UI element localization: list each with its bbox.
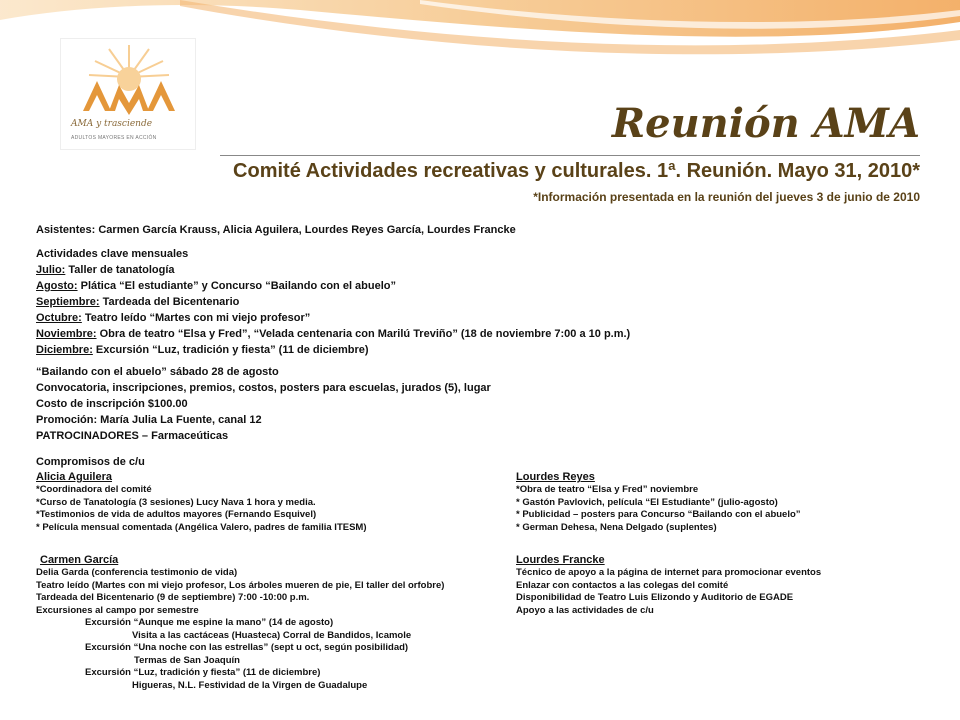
commitment-line: *Obra de teatro “Elsa y Fred” noviembre <box>516 484 699 495</box>
commitment-line: * Película mensual comentada (Angélica Valero, padres de familia ITESM) <box>36 521 367 533</box>
activity-item <box>36 262 630 278</box>
ama-logo <box>60 38 196 150</box>
activity-item <box>36 342 630 358</box>
commitment-line: Enlazar con contactos a las colegas del comité <box>516 579 729 591</box>
contest-line: Costo de inscripción $100.00 <box>36 398 188 410</box>
commitment-line: *Testimonios de vida de adultos mayores (Fernando Esquivel) <box>36 509 317 520</box>
sun-figures-icon <box>61 39 197 119</box>
title-divider <box>220 155 920 156</box>
excursion-title: Excursión “Una noche con las estrellas” (sept u oct, según posibilidad) <box>85 642 409 653</box>
attendees-line: Asistentes: Carmen García Krauss, Alicia Aguilera, Lourdes Reyes García, Lourdes Francke <box>36 224 516 236</box>
contest-line: PATROCINADORES – Farmaceúticas <box>36 430 229 442</box>
commitment-line: Disponibilidad de Teatro Luis Elizondo y Auditorio de EGADE <box>516 592 794 603</box>
activities-heading: Actividades clave mensuales <box>36 248 189 260</box>
excursion-detail: Visita a las cactáceas (Huasteca) Corral de Bandidos, Icamole <box>132 629 412 641</box>
logo-tagline: ADULTOS MAYORES EN ACCIÓN <box>71 135 157 141</box>
excursion-title: Excursión “Aunque me espine la mano” (14 de agosto) <box>85 617 334 628</box>
activity-month: Julio: <box>36 264 66 276</box>
commitment-line: Teatro leído (Martes con mi viejo profesor, Los árboles mueren de pie, El taller del orfobre) <box>36 579 445 591</box>
commitment-line: * German Dehesa, Nena Delgado (suplentes) <box>516 521 717 533</box>
commitment-line: Tardeada del Bicentenario (9 de septiembre) 7:00 -10:00 p.m. <box>36 592 310 603</box>
member-name: Lourdes Reyes <box>516 471 595 483</box>
member-name: Lourdes Francke <box>516 554 605 566</box>
contest-line: Convocatoria, inscripciones, premios, costos, posters para escuelas, jurados (5), lugar <box>36 382 491 394</box>
activity-text: Excursión “Luz, tradición y fiesta” (11 de diciembre) <box>92 344 369 356</box>
contest-line: “Bailando con el abuelo” sábado 28 de agosto <box>36 366 279 378</box>
commitment-line: * Gastón Pavlovich, película “El Estudiante” (julio-agosto) <box>516 496 778 508</box>
commitments-alicia <box>36 470 367 534</box>
logo-name: AMA y trasciende <box>71 119 153 129</box>
commitment-line: *Curso de Tanatología (3 sesiones) Lucy Nava 1 hora y media. <box>36 496 316 508</box>
activity-item <box>36 278 630 294</box>
page-subtitle: Comité Actividades recreativas y culturales. 1ª. Reunión. Mayo 31, 2010* <box>233 160 920 182</box>
activities-section <box>36 246 630 358</box>
activity-item <box>36 294 630 310</box>
commitment-line: * Publicidad – posters para Concurso “Bailando con el abuelo” <box>516 509 801 520</box>
contest-section <box>36 364 491 444</box>
contest-line: Promoción: María Julia La Fuente, canal 12 <box>36 414 262 426</box>
commitments-francke <box>516 553 821 617</box>
member-name: Alicia Aguilera <box>36 471 113 483</box>
activity-month: Noviembre: <box>36 328 97 340</box>
activity-month: Diciembre: <box>36 344 93 356</box>
activity-text: Obra de teatro “Elsa y Fred”, “Velada centenaria con Marilú Treviño” (18 de noviembre 7:00 a 10 p.m.) <box>96 328 631 340</box>
activity-text: Tardeada del Bicentenario <box>99 296 240 308</box>
activity-item <box>36 326 630 342</box>
commitments-heading: Compromisos de c/u <box>36 456 145 468</box>
footnote: *Información presentada en la reunión del jueves 3 de junio de 2010 <box>533 190 920 204</box>
activity-month: Agosto: <box>36 280 78 292</box>
commitment-line: *Coordinadora del comité <box>36 484 152 495</box>
commitments-carmen <box>36 553 444 692</box>
excursion-title: Excursión “Luz, tradición y fiesta” (11 de diciembre) <box>85 667 321 678</box>
excursion-detail: Higueras, N.L. Festividad de la Virgen de Guadalupe <box>132 679 368 691</box>
commitments-reyes <box>516 470 801 534</box>
activity-month: Septiembre: <box>36 296 100 308</box>
page-title: Reunión AMA <box>611 100 920 147</box>
member-name: Carmen García <box>40 554 119 566</box>
activity-month: Octubre: <box>36 312 82 324</box>
activity-text: Plática “El estudiante” y Concurso “Bailando con el abuelo” <box>77 280 397 292</box>
commitment-line: Apoyo a las actividades de c/u <box>516 604 654 616</box>
commitment-line: Excursiones al campo por semestre <box>36 604 199 616</box>
activity-text: Teatro leído “Martes con mi viejo profesor” <box>81 312 311 324</box>
commitment-line: Delia Garda (conferencia testimonio de vida) <box>36 567 238 578</box>
commitment-line: Técnico de apoyo a la página de internet para promocionar eventos <box>516 567 822 578</box>
excursion-detail: Termas de San Joaquín <box>134 654 240 666</box>
activity-text: Taller de tanatología <box>65 264 175 276</box>
activity-item <box>36 310 630 326</box>
